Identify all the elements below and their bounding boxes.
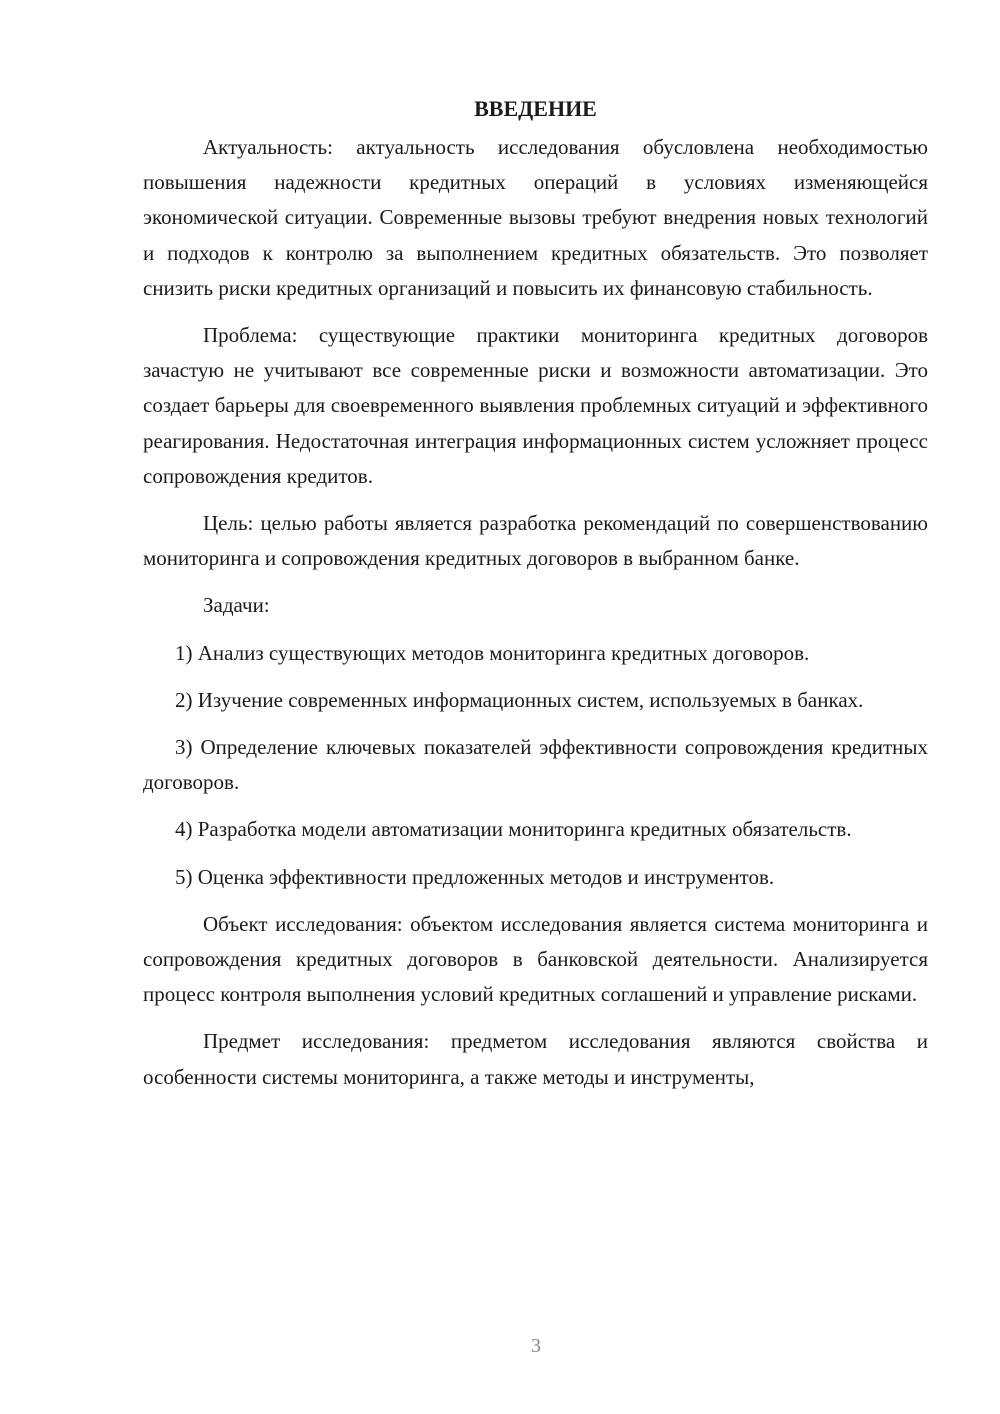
document-page: [143, 94, 928, 1095]
list-item: 3) Определение ключевых показателей эффективности сопровождения кредитных договоров.: [143, 735, 928, 795]
paragraph-relevance: Актуальность: актуальность исследования обусловлена необходимостью повышения надежности кредитных операций в условиях изменяющейся экономической ситуации. Современные вызовы требуют внедрения новых технологий и подходов к контролю за выполнением кредитных обязательств. Это позволяет снизить риски кредитных организаций и повысить их финансовую стабильность.: [143, 135, 928, 300]
list-item: 4) Разработка модели автоматизации мониторинга кредитных обязательств.: [175, 817, 852, 842]
tasks-heading: Задачи:: [203, 593, 270, 618]
paragraph-problem: Проблема: существующие практики мониторинга кредитных договоров зачастую не учитывают все современные риски и возможности автоматизации. Это создает барьеры для своевременного выявления проблемных ситуаций и эффективного реагирования. Недостаточная интеграция информационных систем усложняет процесс сопровождения кредитов.: [143, 323, 928, 488]
list-item: 1) Анализ существующих методов мониторинга кредитных договоров.: [175, 640, 810, 665]
paragraph-subject: Предмет исследования: предметом исследования являются свойства и особенности системы мониторинга, а также методы и инструменты,: [143, 1029, 928, 1089]
section-title: ВВЕДЕНИЕ: [474, 96, 597, 121]
tasks-list: [143, 636, 928, 895]
list-item: 2) Изучение современных информационных систем, используемых в банках.: [175, 687, 864, 712]
list-item: 5) Оценка эффективности предложенных методов и инструментов.: [175, 864, 775, 889]
page-number: 3: [531, 1335, 541, 1357]
paragraph-goal: Цель: целью работы является разработка рекомендаций по совершенствованию мониторинга и сопровождения кредитных договоров в выбранном банке.: [143, 511, 928, 571]
paragraph-object: Объект исследования: объектом исследования является система мониторинга и сопровождения кредитных договоров в банковской деятельности. Анализируется процесс контроля выполнения условий кредитных соглашений и управление рисками.: [143, 911, 928, 1007]
